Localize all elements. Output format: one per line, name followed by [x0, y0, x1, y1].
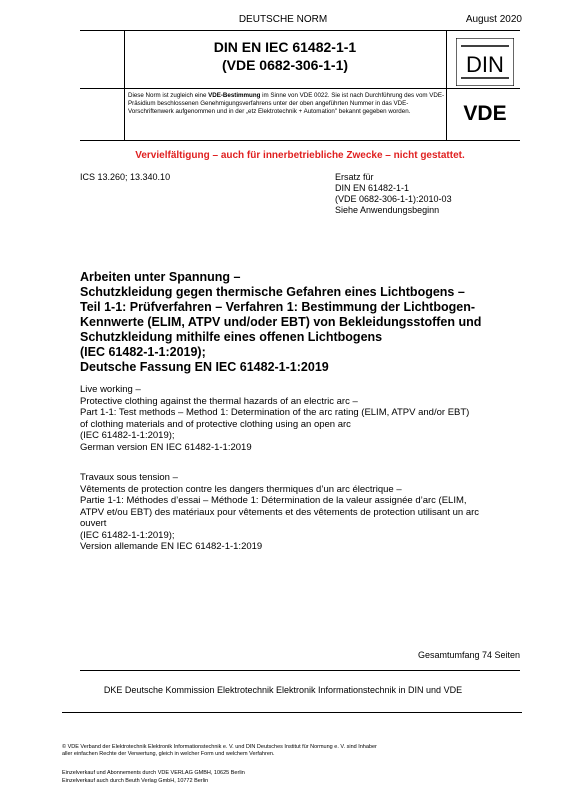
standard-number: DIN EN IEC 61482-1-1: [213, 39, 357, 55]
ics-code: ICS 13.260; 13.340.10: [80, 172, 171, 182]
replacement-info: [335, 172, 452, 216]
title-line: of clothing materials and of protective clothing using an open arc: [80, 418, 351, 430]
title-line: Teil 1-1: Prüfverfahren – Verfahren 1: Bestimmung der Lichtbogen-: [80, 300, 475, 314]
title-english: [80, 384, 520, 453]
vde-note-prefix: Diese Norm ist zugleich eine: [128, 92, 209, 99]
vde-number: (VDE 0682-306-1-1): [221, 57, 349, 73]
header-rule: [80, 30, 520, 31]
sales-info: [62, 770, 245, 785]
title-line: Partie 1-1: Méthodes d’essai – Méthode 1: Détermination de la valeur assignée d’arc (ELIM,: [80, 495, 467, 506]
title-line: Version allemande EN IEC 61482-1-1:2019: [80, 541, 263, 552]
title-line: (IEC 61482-1-1:2019);: [80, 430, 175, 441]
vde-note-bold: VDE-Bestimmung: [208, 92, 261, 99]
vde-logo: [452, 100, 518, 124]
title-line: ouvert: [80, 518, 107, 529]
copyright-line: © VDE Verband der Elektrotechnik Elektronik Informationstechnik e. V. und DIN Deutsches Institut für Normung e. V. sind Inhaber: [62, 744, 377, 750]
replacement-line: (VDE 0682-306-1-1):2010-03: [335, 194, 452, 204]
page-count: Gesamtumfang 74 Seiten: [417, 650, 520, 660]
title-line: Vêtements de protection contre les dangers thermiques d’un arc électrique –: [80, 483, 402, 495]
divider-line: [80, 670, 520, 671]
copyright-line: aller einfachen Rechte der Verwertung, gleich in welcher Form und welchem Verfahren.: [62, 751, 275, 757]
publication-date: August 2020: [465, 14, 522, 25]
vde-note: [128, 92, 446, 116]
sales-line: Einzelverkauf und Abonnements durch VDE VERLAG GMBH, 10625 Berlin: [62, 770, 245, 776]
din-logo-text: DIN: [466, 52, 504, 77]
divider-line: [62, 712, 522, 713]
title-line: German version EN IEC 61482-1-1:2019: [80, 441, 252, 453]
title-line: Kennwerte (ELIM, ATPV und/oder EBT) von Bekleidungsstoffen und: [80, 315, 482, 329]
replacement-line: Ersatz für: [335, 172, 374, 182]
title-line: Travaux sous tension –: [80, 472, 178, 483]
divider-line: [80, 140, 520, 141]
title-line: ATPV et/ou EBT) des matériaux pour vêtements et des vêtements de protection utilisant un arc: [80, 506, 480, 518]
vde-logo-text: VDE: [463, 102, 507, 124]
vde-note-rest: im Sinne von VDE 0022. Sie ist nach Durchführung des vom VDE-Präsidium beschlossenen Genehmigungsverfahrens unter der oben angeführten Nummer in das VDE-Vorschriftenwerk aufgenommen und in der „etz Elektrotechnik + Automation" bekannt gegeben worden.: [128, 92, 445, 115]
dke-line: DKE Deutsche Kommission Elektrotechnik Elektronik Informationstechnik in DIN und VDE: [103, 685, 463, 695]
title-german: [80, 270, 520, 375]
title-line: Schutzkleidung gegen thermische Gefahren eines Lichtbogens –: [80, 285, 465, 299]
copyright-notice: [62, 744, 522, 758]
din-logo: [456, 38, 514, 86]
title-line: Schutzkleidung mithilfe eines offenen Lichtbogens: [80, 330, 383, 344]
frame-vertical-line: [446, 30, 447, 140]
title-line: (IEC 61482-1-1:2019);: [80, 529, 175, 541]
replacement-line: DIN EN 61482-1-1: [335, 183, 410, 193]
title-line: (IEC 61482-1-1:2019);: [80, 345, 206, 359]
title-line: Part 1-1: Test methods – Method 1: Determination of the arc rating (ELIM, ATPV and/or EBT): [80, 407, 470, 418]
title-line: Deutsche Fassung EN IEC 61482-1-1:2019: [80, 360, 329, 374]
frame-vertical-line: [124, 30, 125, 140]
document-category: DEUTSCHE NORM: [238, 14, 328, 25]
title-french: [80, 472, 520, 553]
sales-line: Einzelverkauf auch durch Beuth Verlag GmbH, 10772 Berlin: [62, 777, 209, 784]
title-line: Live working –: [80, 384, 141, 395]
reproduction-warning: Vervielfältigung – auch für innerbetriebliche Zwecke – nicht gestattet.: [135, 150, 465, 161]
divider-line: [80, 88, 520, 89]
title-line: Protective clothing against the thermal hazards of an electric arc –: [80, 395, 358, 407]
replacement-line: Siehe Anwendungsbeginn: [335, 205, 440, 215]
title-line: Arbeiten unter Spannung –: [80, 270, 241, 284]
standard-number-block: [130, 38, 440, 74]
